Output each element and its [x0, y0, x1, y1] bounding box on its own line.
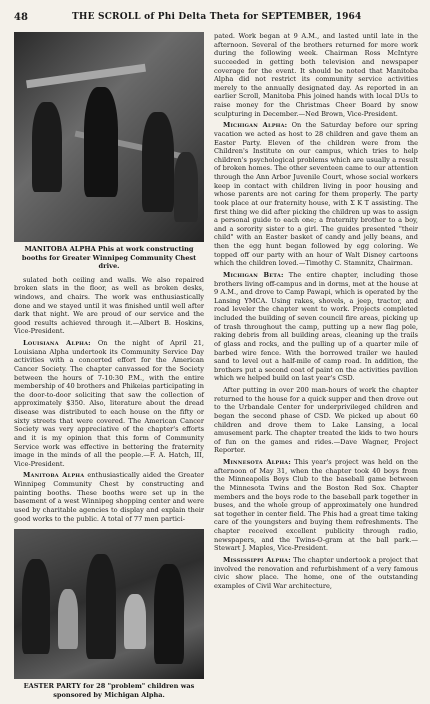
paragraph: pated. Work began at 9 A.M., and lasted until late in the afternoon. Several of the brothers returned for more work during the following week. Chairman Ross McIntyre succeeded in getting both television and newspaper coverage for the event. It should be noted that Manitoba Alpha did not restrict its community service activities merely to the annually designated day. As reported in an earlier Scroll, Manitoba Phis joined hands with local DUs to raise money for the Christmas Cheer Board by snow sculpturing in December.—Ned Brown, Vice-President. [214, 32, 418, 118]
paragraph: Minnesota Alpha: This year's project was held on the afternoon of May 31, when the chapter took 40 boys from the Minneapolis Boys Club to the baseball game between the Minnesota Twins and the Boston Red Sox. Chapter members and the boys rode to the baseball park together in buses, and the whole group of approximately one hundred sat together in center field. The Phis had a great time taking care of the youngsters and buying them refreshments. The chapter received excellent publicity through radio, newspapers, and the Twins-O-gram at the ball park.—Stewart J. Maples, Vice-President. [214, 458, 418, 553]
page-header [14, 12, 414, 26]
photo-figure [32, 102, 62, 192]
paragraph: Manitoba Alpha enthusiastically aided the Greater Winnipeg Community Chest by constructing and painting booths. These booths were set up in the basement of a west Winnipeg shopping center and were used by charitable agencies to display and explain their good works to the public. A total of 77 men partici- [14, 471, 204, 523]
paragraph: sulated both ceiling and walls. We also repaired broken slats in the floor, as well as broken desks, windows, and chairs. The work was enthusiastically done and we stayed until it was finished until well after dark that night. We are proud of our service and the good results achieved through it.—Albert B. Hoskins, Vice-President. [14, 275, 204, 336]
paragraph: Louisiana Alpha: On the night of April 21, Louisiana Alpha undertook its Community Service Day activities with a concerted effort for the American Cancer Society. The chapter canvassed for the Society between the hours of 7-10:30 P.M., with the entire membership of 40 brothers and Phikeias participating in the door-to-door soliciting that saw the collection of approximately $350. Also, literature about the dread disease was distributed to each house on the fifty or sixty streets that were covered. The American Cancer Society was very appreciative of the chapter's efforts and it is my opinion that this form of Community Service work was effective in bettering the fraternity image in the minds of all the people.—F. A. Hatch, III, Vice-President. [14, 339, 204, 468]
photo-easter-party [14, 529, 204, 679]
photo-figure [154, 564, 184, 664]
photo-figure [174, 152, 198, 222]
page-number: 48 [14, 12, 28, 23]
paragraph: Michigan Alpha: On the Saturday before our spring vacation we acted as host to 28 children and gave them an Easter Party. Eleven of the children were from the Children's Institute on our campus, which tries to help children's psychological problems which are usually a result of broken homes. The other seventeen came to our attention through the Ann Arbor Juvenile Court, whose social workers keep in contact with children living in poor housing and whose parents are not caring for them properly. The party took place at our fraternity house, with Σ Κ Τ assisting. The first thing we did after picking the children up was to assign a personal guide to each one; a fraternity brother to a boy, and a sorority sister to a girl. The guides presented "their child" with an Easter basket of candy and jelly beans, and then the egg hunt began followed by egg coloring. We topped off our party with an hour of Walt Disney cartoons which the children loved.—Timothy C. Stamnitz, Chairman. [214, 121, 418, 268]
paragraph: Michigan Beta: The entire chapter, including those brothers living off-campus and in dorms, met at the house at 9 A.M., and drove to Camp Pawapi, which is operated by the Lansing YMCA. Using rakes, shovels, a jeep, tractor, and road leveler the chapter went to work. Projects completed included the building of seven council fire areas, picking up of trash throughout the camp, putting up a new flag pole, raking debris from all building areas, cleaning up the trails of glass and rocks, and the pulling up of a quarter mile of barbed wire fence. With the borrowed trailer we hauled sand to level out a half-mile of camp road. In addition, the brothers put a second coat of paint on the activities pavilion which we helped build on last year's CSD. [214, 270, 419, 383]
paragraph: Mississippi Alpha: The chapter undertook a project that involved the renovation and refurbishment of a very famous civic show place. The home, one of the outstanding examples of Civil War architecture, [214, 555, 418, 590]
left-column [14, 32, 204, 704]
running-title: THE SCROLL of Phi Delta Theta for SEPTEMBER, 1964 [72, 12, 362, 22]
photo-figure [84, 87, 118, 197]
right-column [214, 32, 418, 593]
paragraph: After putting in over 200 man-hours of work the chapter returned to the house for a quick supper and then drove out to the Urbandale Center for underprivileged children and began the second phase of CSD. We picked up about 60 children and drove them to Lake Lansing, a local amusement park. The chapter treated the kids to two hours of fun on the games and rides.—Dave Wagner, Project Reporter. [214, 386, 418, 455]
photo-figure [86, 554, 116, 659]
caption-text: Phis at work constructing booths for Greater Winnipeg Community Chest drive. [21, 245, 197, 271]
photo-caption [20, 245, 198, 271]
caption-text: for 28 "problem" children was sponsored by Michigan Alpha. [53, 682, 195, 699]
photo-figure [58, 589, 78, 649]
photo-figure [142, 112, 174, 212]
caption-lead: MANITOBA ALPHA [24, 245, 96, 253]
photo-figure [22, 559, 50, 654]
photo-caption [20, 682, 198, 699]
caption-lead: EASTER PARTY [23, 682, 81, 691]
photo-figure [124, 594, 146, 649]
photo-manitoba-booths [14, 32, 204, 242]
